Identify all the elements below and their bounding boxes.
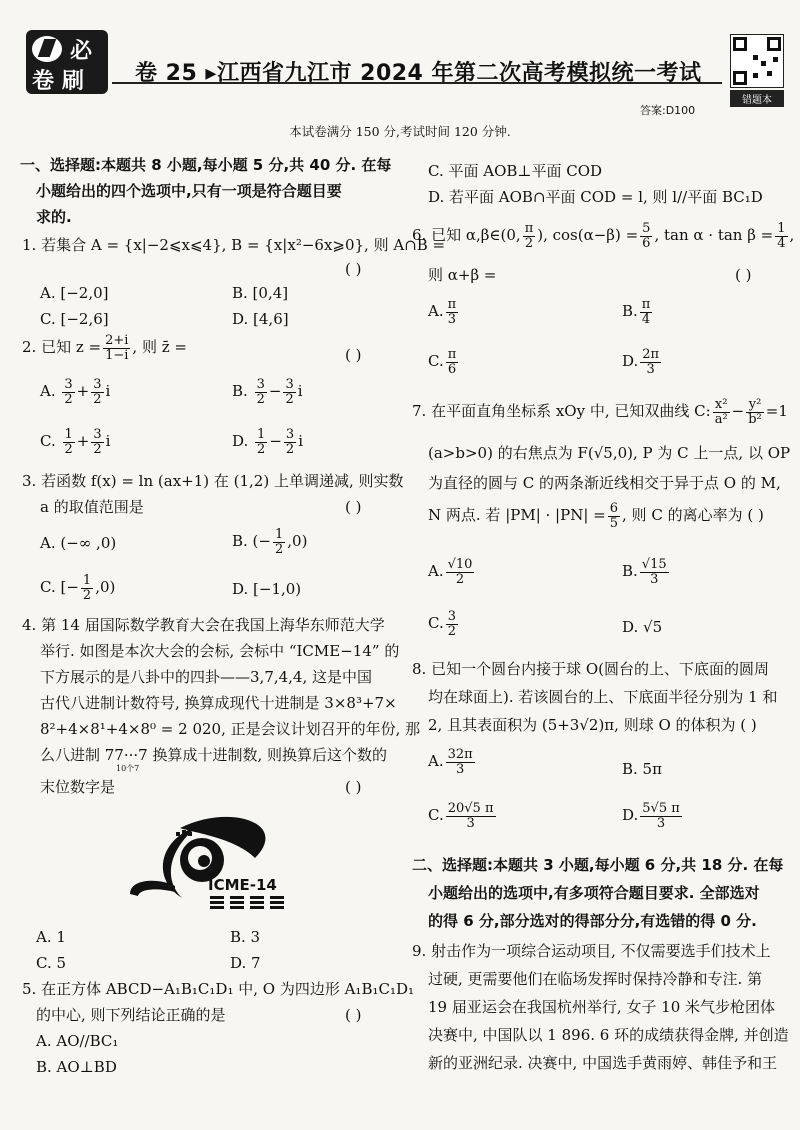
q6-option-a: A. $\frac{\pi}{3}$ xyxy=(428,297,457,327)
icme-emblem-text: ICME-14 xyxy=(208,876,277,894)
q5-line2: 的中心, 则下列结论正确的是 xyxy=(36,1006,226,1024)
q5-option-b: B. AO⊥BD xyxy=(36,1058,117,1076)
q2-stem: 2. 已知 z = $\frac{2+i}{1-i}$ , 则 z̄ = xyxy=(22,333,187,363)
q1-answer-blank: ( ) xyxy=(345,260,362,278)
q2-answer-blank: ( ) xyxy=(345,346,362,364)
section1-line1: 一、选择题:本题共 8 小题,每小题 5 分,共 40 分. 在每 xyxy=(20,156,392,174)
q2-option-d: D. $\frac{1}{2}$ − $\frac{3}{2}$ i xyxy=(232,427,303,457)
q1-stem: 1. 若集合 A = {x|−2⩽x⩽4}, B = {x|x²−6x⩾0}, 则 A∩B = xyxy=(22,236,446,254)
q5-option-a: A. AO//BC₁ xyxy=(36,1032,119,1050)
q3-line2: a 的取值范围是 xyxy=(40,498,144,516)
q2-option-c: C. $\frac{1}{2}$ + $\frac{3}{2}$ i xyxy=(40,427,111,457)
q7-line4: N 两点. 若 |PM| · |PN| = $\frac{6}{5}$ , 则 C 的离心率为 ( ) xyxy=(428,501,764,531)
section2-line3: 的得 6 分,部分选对的得部分分,有选错的得 0 分. xyxy=(428,912,757,930)
q7-option-a: A. $\frac{√10}{2}$ xyxy=(428,557,473,587)
q2-option-b: B. $\frac{3}{2}$ − $\frac{3}{2}$ i xyxy=(232,377,303,407)
q4-option-a: A. 1 xyxy=(36,928,66,946)
q4-line3: 下方展示的是八卦中的四卦——3,7,4,4, 这是中国 xyxy=(40,668,373,686)
q6-option-b: B. $\frac{\pi}{4}$ xyxy=(622,297,651,327)
q4-line2: 举行. 如图是本次大会的会标, 会标中 “ICME−14” 的 xyxy=(40,642,400,660)
q7-option-c: C. $\frac{3}{2}$ xyxy=(428,609,456,639)
q4-option-c: C. 5 xyxy=(36,954,67,972)
icme-14-emblem xyxy=(120,808,320,918)
q2-option-a: A. $\frac{3}{2}$ + $\frac{3}{2}$ i xyxy=(40,377,111,407)
q7-stem: 7. 在平面直角坐标系 xOy 中, 已知双曲线 C: $\frac{\text{x²}}{\text{a²}}$ − $\frac{\text{y²}}{\text{b²}}$ =1 xyxy=(412,397,788,427)
section2-line2: 小题给出的选项中,有多项符合题目要求. 全部选对 xyxy=(428,884,760,902)
q1-option-b: B. [0,4] xyxy=(232,284,289,302)
q3-option-b: B. (− $\frac{1}{2}$ ,0) xyxy=(232,527,308,557)
pen-icon xyxy=(32,36,62,62)
q5-option-c: C. 平面 AOB⊥平面 COD xyxy=(428,162,603,180)
exam-title: 卷 25 ▸江西省九江市 2024 年第二次高考模拟统一考试 xyxy=(135,61,702,86)
q4-line4: 古代八进制计数符号, 换算成现代十进制是 3×8³+7× xyxy=(40,694,397,712)
q8-option-b: B. 5π xyxy=(622,760,662,778)
section1-line3: 求的. xyxy=(36,208,72,226)
q8-line3: 2, 且其表面积为 (5+3√2)π, 则球 O 的体积为 ( ) xyxy=(428,716,757,734)
logo-text-bottom: 卷刷 xyxy=(32,69,93,94)
q3-line1: 3. 若函数 f(x) = ln (ax+1) 在 (1,2) 上单调递减, 则实数 xyxy=(22,472,404,490)
q6-line2: 则 α+β = xyxy=(428,266,497,284)
answer-code: 答案:D100 xyxy=(640,104,696,117)
q3-option-d: D. [−1,0) xyxy=(232,580,302,598)
q5-option-d: D. 若平面 AOB∩平面 COD = l, 则 l//平面 BC₁D xyxy=(428,188,763,206)
q4-answer-blank: ( ) xyxy=(345,778,362,796)
q1-option-c: C. [−2,6] xyxy=(40,310,109,328)
q8-line1: 8. 已知一个圆台内接于球 O(圆台的上、下底面的圆周 xyxy=(412,660,769,678)
brand-logo xyxy=(26,30,108,94)
qr-code-icon xyxy=(730,34,784,88)
q3-option-c: C. [− $\frac{1}{2}$ ,0) xyxy=(40,573,116,603)
q4-line5: 8²+4×8¹+4×8⁰ = 2 020, 正是会议计划召开的年份, 那 xyxy=(40,720,421,738)
q6-stem: 6. 已知 α,β∈(0, $\frac{\pi}{2}$ ), cos(α−β) = $\frac{5}{6}$ , tan α · tan β = $\frac{1}{4}$ , xyxy=(412,221,795,251)
q1-option-a: A. [−2,0] xyxy=(40,284,109,302)
logo-text-top: 必 xyxy=(70,39,93,64)
q9-line2: 过硬, 更需要他们在临场发挥时保持冷静和专注. 第 xyxy=(428,970,763,988)
q4-line6: 么八进制 77···7 换算成十进制数, 则换算后这个数的 xyxy=(40,746,388,764)
q4-option-d: D. 7 xyxy=(230,954,261,972)
q3-answer-blank: ( ) xyxy=(345,498,362,516)
exam-info: 本试卷满分 150 分,考试时间 120 分钟. xyxy=(289,124,511,139)
q8-option-c: C. $\frac{20√5 \pi}{3}$ xyxy=(428,801,494,831)
q8-line2: 均在球面上). 若该圆台的上、下底面半径分别为 1 和 xyxy=(428,688,778,706)
q6-option-c: C. $\frac{\pi}{6}$ xyxy=(428,347,457,377)
q7-option-d: D. √5 xyxy=(622,618,663,636)
q9-line3: 19 届亚运会在我国杭州举行, 女子 10 米气步枪团体 xyxy=(428,998,776,1016)
q9-line5: 新的亚洲纪录. 决赛中, 中国选手黄雨婷、韩佳予和王 xyxy=(428,1054,778,1072)
q6-answer-blank: ( ) xyxy=(735,266,752,284)
q5-line1: 5. 在正方体 ABCD−A₁B₁C₁D₁ 中, O 为四边形 A₁B₁C₁D₁ xyxy=(22,980,415,998)
q7-option-b: B. $\frac{√15}{3}$ xyxy=(622,557,667,587)
q9-line1: 9. 射击作为一项综合运动项目, 不仅需要选手们技术上 xyxy=(412,942,771,960)
q5-answer-blank: ( ) xyxy=(345,1006,362,1024)
q6-option-d: D. $\frac{2\pi}{3}$ xyxy=(622,347,660,377)
q4-line1: 4. 第 14 届国际数学教育大会在我国上海华东师范大学 xyxy=(22,616,385,634)
section2-line1: 二、选择题:本题共 3 小题,每小题 6 分,共 18 分. 在每 xyxy=(412,856,784,874)
q8-option-a: A. $\frac{32\pi}{3}$ xyxy=(428,747,473,777)
q3-option-a: A. (−∞ ,0) xyxy=(40,534,117,552)
q8-option-d: D. $\frac{5√5 \pi}{3}$ xyxy=(622,801,680,831)
q7-line2: (a>b>0) 的右焦点为 F(√5,0), P 为 C 上一点, 以 OP xyxy=(428,444,791,462)
q4-brace-label: 10个7 xyxy=(116,764,140,773)
section1-line2: 小题给出的四个选项中,只有一项是符合题目要 xyxy=(36,182,342,200)
qr-label: 错题本 xyxy=(730,90,784,107)
q9-line4: 决赛中, 中国队以 1 896. 6 环的成绩获得金牌, 并创造 xyxy=(428,1026,789,1044)
q1-option-d: D. [4,6] xyxy=(232,310,289,328)
q4-option-b: B. 3 xyxy=(230,928,261,946)
q7-line3: 为直径的圆与 C 的两条渐近线相交于异于点 O 的 M, xyxy=(428,474,781,492)
q4-line7: 末位数字是 xyxy=(40,778,116,796)
